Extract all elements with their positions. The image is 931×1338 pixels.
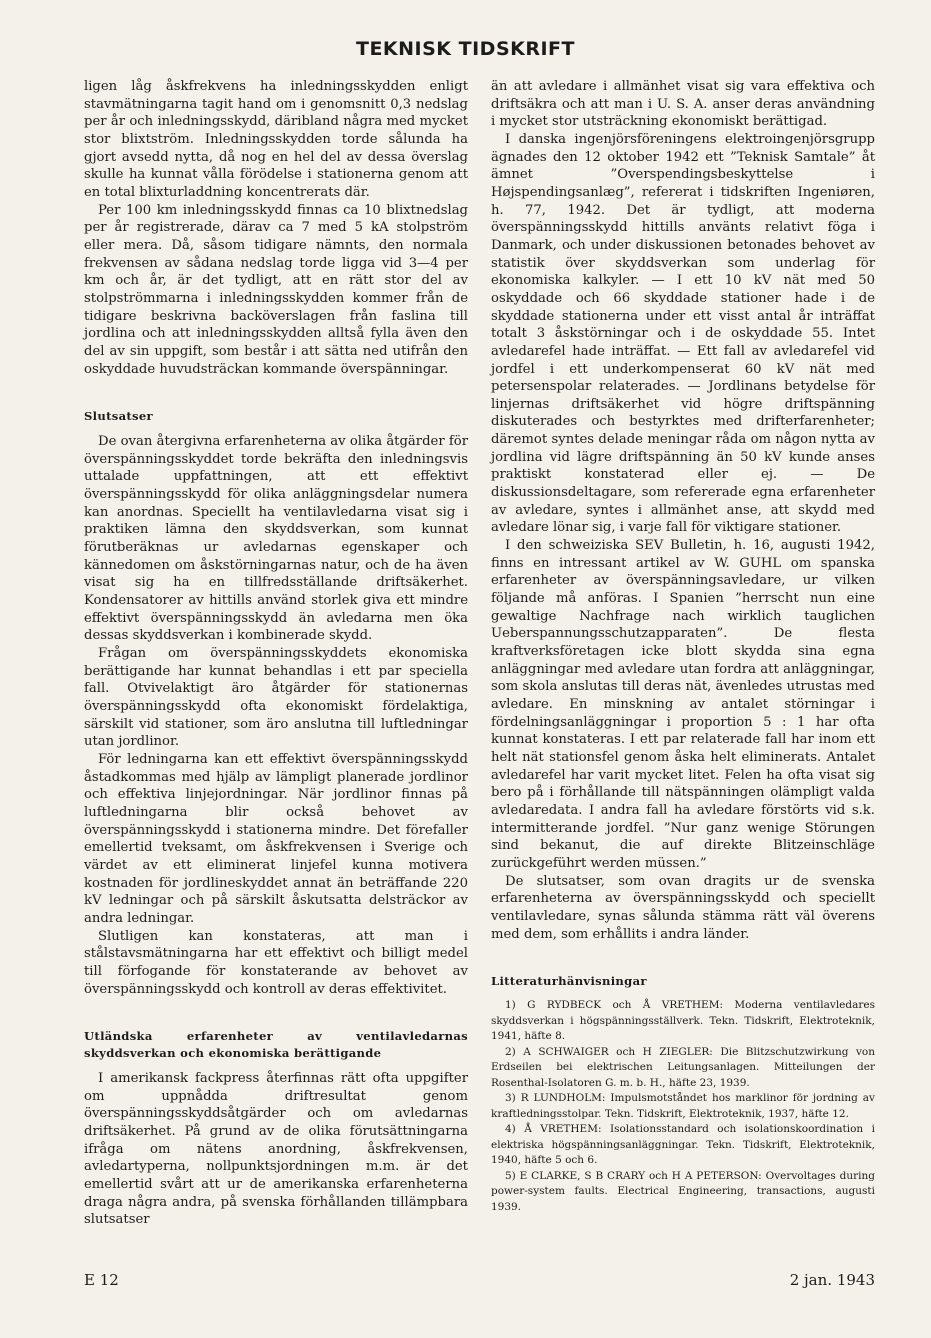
section-heading: Slutsatser (84, 409, 153, 424)
paragraph: Frågan om överspänningsskyddets ekonomiska berättigande har kunnat behandlas i ett par speciella fall. Otvivelaktigt äro åtgärder för stationernas överspänningsskydd ofta ekonomiskt fördelaktiga, särskilt vid stationer, som äro anslutna till luftledningar utan jordlinor. (84, 646, 468, 750)
reference-item: 4) Å VRETHEM: Isolationsstandard och isolationskoordination i elektriska högspänningsanläggningar. Tekn. Tidskrift, Elektroteknik, 1940, häfte 5 och 6. (491, 1123, 875, 1167)
left-column (84, 78, 468, 1229)
reference-item: 2) A SCHWAIGER och H ZIEGLER: Die Blitzschutzwirkung von Erdseilen bei elektrischen Leitungsanlagen. Mitteilungen der Rosenthal-Isolatoren G. m. b. H., häfte 23, 1939. (491, 1045, 875, 1089)
paragraph: De ovan återgivna erfarenheterna av olika åtgärder för överspänningsskyddet torde bekräfta den inledningsvis uttalade uppfattningen, att ett effektivt överspänningsskydd för olika anläggningsdelar numera kan anordnas. Speciellt ha ventilavledarna visat sig i praktiken lämna den skyddsverkan, som kunnat förutberäknas ur avledarnas egenskaper och kännedomen om åskstörningarnas natur, och de ha även visat sig ha en tillfredsställande driftsäkerhet. Kondensatorer av hittills använd storlek giva ett mindre effektivt överspänningsskydd än avledarna men öka dessas skyddsverkan i kombinerade skydd. (84, 434, 468, 644)
section-heading: Utländska erfarenheter av ventilavledarnas skyddsverkan och ekonomiska berättigande (84, 1029, 468, 1061)
paragraph: I amerikansk fackpress återfinnas rätt ofta uppgifter om uppnådda driftresultat genom överspänningsskyddsåtgärder och om avledarnas driftsäkerhet. På grund av de olika förutsättningarna ifråga om nätens anordning, åskfrekvensen, avledartyperna, nollpunktsjordningen m.m. är det emellertid svårt att ur de amerikanska erfarenheterna draga några andra, på svenska förhållanden tillämpbara slutsatser (84, 1071, 468, 1228)
reference-list (491, 998, 875, 1215)
references-heading: Litteraturhänvisningar (491, 974, 647, 989)
reference-item: 1) G RYDBECK och Å VRETHEM: Moderna ventilavledares skyddsverkan i högspänningsställverk. Tekn. Tidskrift, Elektroteknik, 1941, häfte 8. (491, 999, 875, 1043)
paragraph: Slutligen kan konstateras, att man i stålstavsmätningarna har ett effektivt och billigt medel till förfogande för konstaterande av behovet av överspänningsskydd och kontroll av deras effektivitet. (84, 928, 468, 997)
reference-item: 5) E CLARKE, S B CRARY och H A PETERSON: Overvoltages during power-system faults. Electrical Engineering, transactions, augusti 1939. (491, 1169, 875, 1213)
journal-title: TEKNISK TIDSKRIFT (355, 38, 575, 60)
reference-item: 3) R LUNDHOLM: Impulsmotståndet hos marklinor för jordning av kraftledningsstolpar. Tekn. Tidskrift, Elektroteknik, 1937, häfte 12. (491, 1092, 875, 1120)
paragraph: I den schweiziska SEV Bulletin, h. 16, augusti 1942, finns en intressant artikel av W. GUHL om spanska erfarenheter av överspänningsavledare, ur vilken följande må anföras. I Spanien ”herrscht nun eine gewaltige Nachfrage nach wirklich tauglichen Ueberspannungsschutzapparaten”. De flesta kraftverksföretagen icke blott skydda sina egna anläggningar med avledare utan fordra att anläggningar, som skola anslutas till deras nät, ävenledes utrustas med avledare. En minskning av antalet störningar i fördelningsanläggningar i proportion 5 : 1 har ofta kunnat konstateras. I ett par relaterade fall har inom ett helt nät stationsfel genom åska helt eliminerats. Antalet avledarefel har varit mycket litet. Felen ha ofta visat sig bero på i förhållande till nätspänningen olämpligt valda avledaredata. I andra fall ha avledare förstörts vid s.k. intermitterande jordfel. ”Nur ganz wenige Störungen sind bekanut, die auf direkte Blitzeinschläge zurückgeführt werden müssen.” (491, 538, 875, 871)
paragraph: För ledningarna kan ett effektivt överspänningsskydd åstadkommas med hjälp av lämpligt planerade jordlinor och effektiva linjejordningar. När jordlinor finnas på luftledningarna blir också behovet av överspänningsskydd i stationerna mindre. Det förefaller emellertid tveksamt, om åskfrekvensen i Sverige och värdet av ett eliminerat linjefel kunna motivera kostnaden för jordlineskyddet annat än beträffande 220 kV ledningar och på särskilt åskutsatta delsträckor av andra ledningar. (84, 751, 468, 926)
paragraph: De slutsatser, som ovan dragits ur de svenska erfarenheterna av överspänningsskydd och speciellt ventilavledare, synas sålunda stämma rätt väl överens med dem, som erhållits i andra länder. (491, 873, 875, 942)
paragraph: än att avledare i allmänhet visat sig vara effektiva och driftsäkra och att man i U. S. A. anser deras användning i mycket stor utsträckning ekonomiskt berättigad. (491, 79, 875, 130)
paragraph: I danska ingenjörsföreningens elektroingenjörsgrupp ägnades den 12 oktober 1942 ett ”Teknisk Samtale” åt ämnet ”Overspendingsbeskyttelse i Højspendingsanlæg”, refererat i tidskriften Ingeniøren, h. 77, 1942. Det är tydligt, att moderna överspänningsskydd hittills använts relativt föga i Danmark, och under diskussionen betonades behovet av statistik över skyddsverkan som underlag för ekonomiska kalkyler. — I ett 10 kV nät med 50 oskyddade och 66 skyddade stationer hade i de skyddade stationerna under ett visst antal år inträffat totalt 3 åskstörningar och i de oskyddade 55. Intet avledarefel hade inträffat. — Ett fall av avledarefel vid jordfel i ett underkompenserat 60 kV nät med petersenspolar relaterades. — Jordlinans betydelse för linjernas driftsäkerhet vid högre driftspänning diskuterades och bestyrktes med drifterfarenheter; däremot syntes delade meningar råda om någon nytta av jordlina vid lägre driftspänning än 50 kV kunde anses praktiskt konstaterad eller ej. — De diskussionsdeltagare, som refererade egna erfarenheter av avledare, syntes i allmänhet anse, att skydd med avledare lönar sig, i varje fall för viktigare stationer. (491, 131, 875, 536)
paragraph: Per 100 km inledningsskydd finnas ca 10 blixtnedslag per år registrerade, därav ca 7 med 5 kA stolpström eller mera. Då, såsom tidigare nämnts, den normala frekvensen av sådana nedslag torde ligga vid 3—4 per km och år, är det tydligt, att en rätt stor del av stolpströmmarna i inledningsskydden kommer från de tidigare beskrivna backöverslagen från faslina till jordlina och att inledningsskydden alltså fylla även den del av sin uppgift, som består i att sätta ned utifrån den oskyddade huvudsträckan kommande överspänningar. (84, 202, 468, 377)
issue-date: 2 jan. 1943 (789, 1271, 875, 1289)
page-number: E 12 (84, 1271, 119, 1289)
paragraph: ligen låg åskfrekvens ha inledningsskydden enligt stavmätningarna tagit hand om i genomsnitt 0,3 nedslag per år och inledningsskydd, däribland några med mycket stor blixtström. Inledningsskydden torde sålunda ha gjort avsedd nytta, då nog en hel del av dessa överslag skulle ha kunnat vålla förödelse i stationerna genom att en total blixturladdning koncentrerats där. (84, 79, 468, 200)
right-column (491, 78, 875, 1215)
